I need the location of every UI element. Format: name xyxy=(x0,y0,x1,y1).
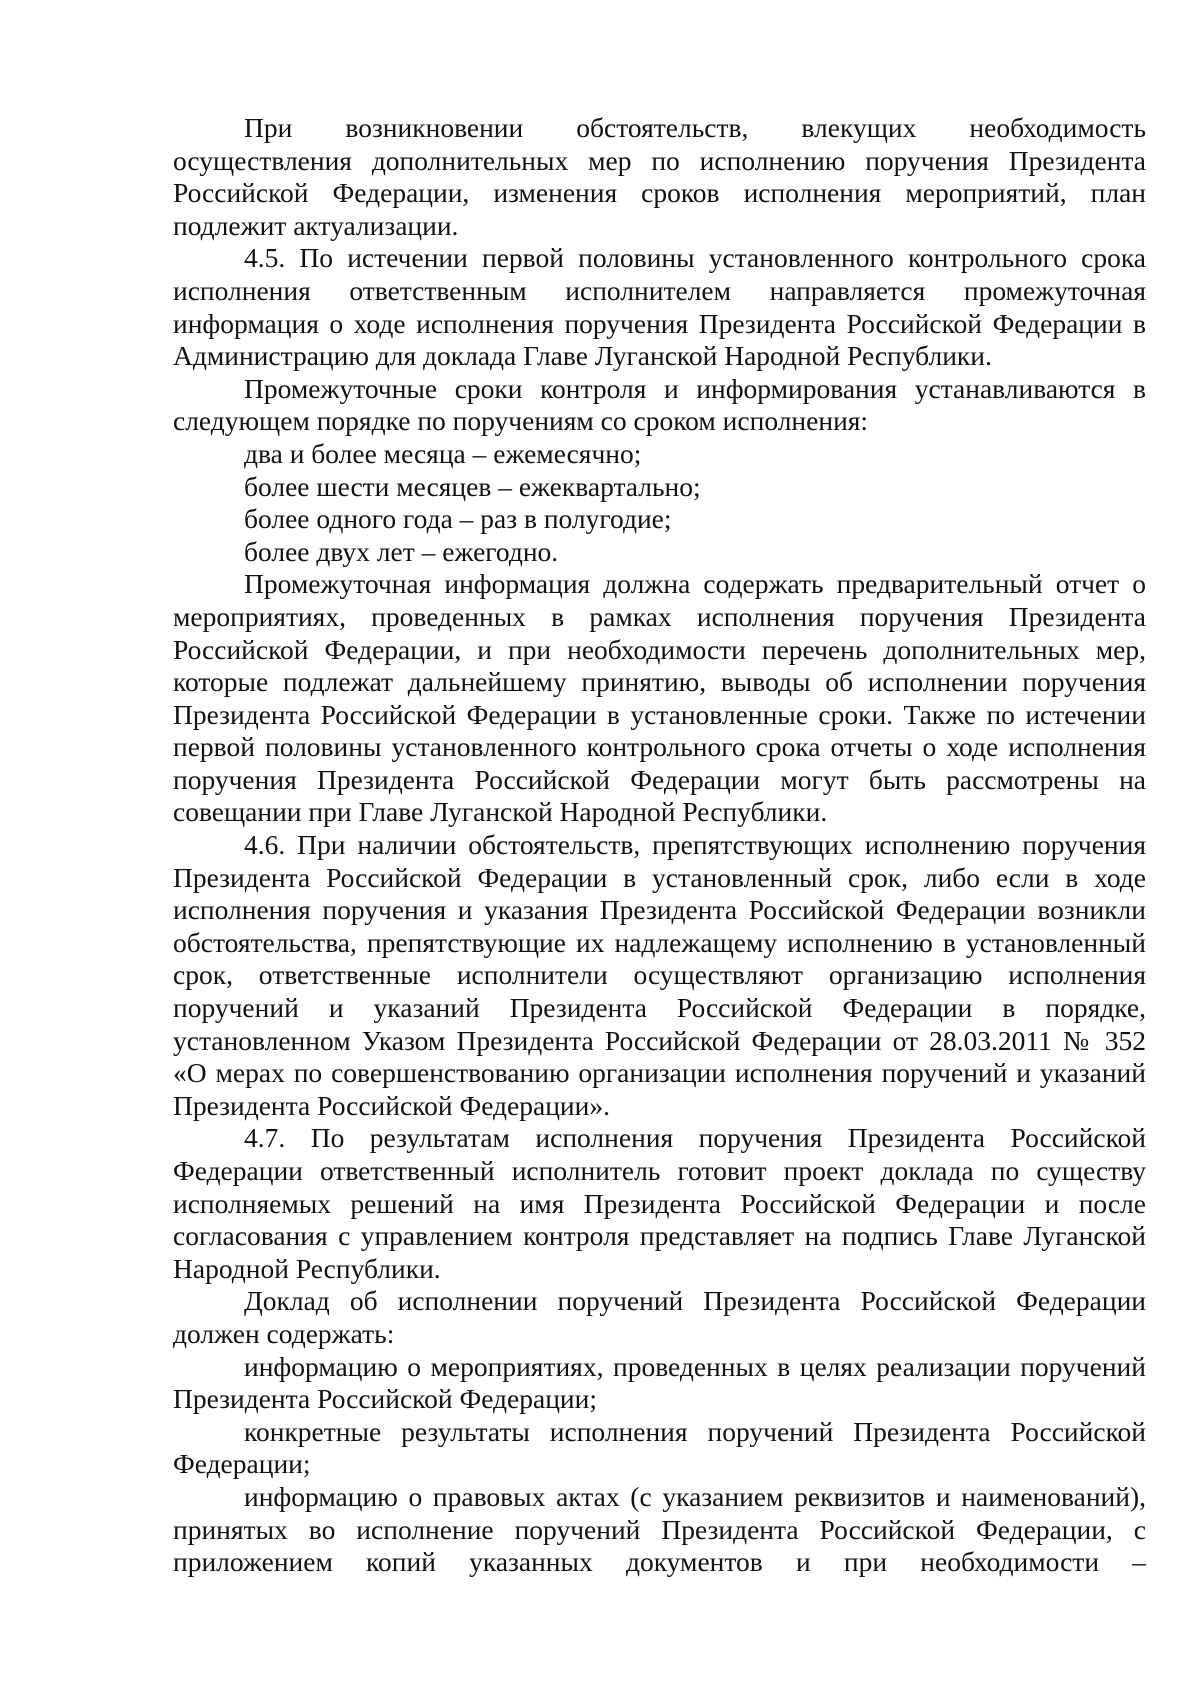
document-page xyxy=(173,112,1146,1579)
list-item-annual: более двух лет – ежегодно. xyxy=(244,535,559,567)
paragraph-4-5: 4.5. По истечении первой половины установленного контрольного срока исполнения ответственным исполнителем направляется промежуточная информация о ходе исполнения поручения Президента Российской Федерации в Администрацию для доклада Главе Луганской Народной Республики. xyxy=(173,242,1146,372)
list-item-semiannual: более одного года – раз в полугодие; xyxy=(244,503,672,535)
list-item-monthly: два и более месяца – ежемесячно; xyxy=(244,437,642,469)
paragraph-4-6: 4.6. При наличии обстоятельств, препятствующих исполнению поручения Президента Российской Федерации в установленный срок, либо если в ходе исполнения поручения и указания Президента Российской Федерации возникли обстоятельства, препятствующие их надлежащему исполнению в установленный срок, ответственные исполнители осуществляют организацию исполнения поручений и указаний Президента Российской Федерации в порядке, установленном Указом Президента Российской Федерации от 28.03.2011 № 352 «О мерах по совершенствованию организации исполнения поручений и указаний Президента Российской Федерации». xyxy=(173,829,1146,1121)
paragraph-interim-terms: Промежуточные сроки контроля и информирования устанавливаются в следующем порядке по поручениям со сроком исполнения: xyxy=(173,372,1146,437)
list-item-activities: информацию о мероприятиях, проведенных в целях реализации поручений Президента Российской Федерации; xyxy=(173,1350,1146,1415)
list-item-quarterly: более шести месяцев – ежеквартально; xyxy=(244,470,701,502)
paragraph-4-7: 4.7. По результатам исполнения поручения Президента Российской Федерации ответственный исполнитель готовит проект доклада по существу исполняемых решений на имя Президента Российской Федерации и после согласования с управлением контроля представляет на подпись Главе Луганской Народной Республики. xyxy=(173,1122,1146,1284)
paragraph-plan-update: При возникновении обстоятельств, влекущих необходимость осуществления дополнительных мер по исполнению поручения Президента Российской Федерации, изменения сроков исполнения мероприятий, план подлежит актуализации. xyxy=(173,112,1146,241)
paragraph-report-contents: Доклад об исполнении поручений Президента Российской Федерации должен содержать: xyxy=(173,1285,1146,1349)
paragraph-interim-information: Промежуточная информация должна содержать предварительный отчет о мероприятиях, проведенных в рамках исполнения поручения Президента Российской Федерации, и при необходимости перечень дополнительных мер, которые подлежат дальнейшему принятию, выводы об исполнении поручения Президента Российской Федерации в установленные сроки. Также по истечении первой половины установленного контрольного срока отчеты о ходе исполнения поручения Президента Российской Федерации могут быть рассмотрены на совещании при Главе Луганской Народной Республики. xyxy=(173,568,1146,828)
list-item-results: конкретные результаты исполнения поручений Президента Российской Федерации; xyxy=(173,1415,1146,1480)
list-item-legal-acts: информацию о правовых актах (с указанием реквизитов и наименований), принятых во исполнение поручений Президента Российской Федерации, с приложением копий указанных документов и при необходимости – xyxy=(173,1480,1146,1578)
